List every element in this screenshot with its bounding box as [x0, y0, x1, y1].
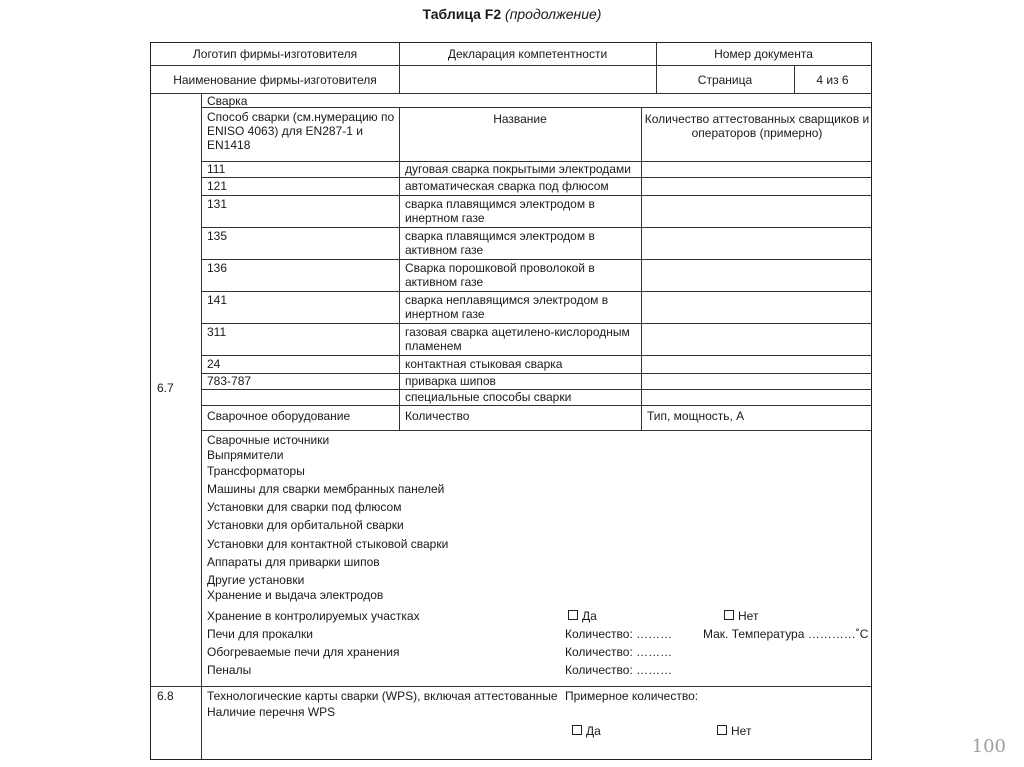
no-label: Нет: [738, 609, 759, 623]
storage-yes-option[interactable]: [568, 609, 597, 623]
section-heading: Сварка: [207, 94, 248, 108]
slide-page-number: 100: [971, 736, 1006, 757]
ovens-qty: Количество: ………: [565, 627, 673, 641]
equipment-item: Сварочные источники: [207, 433, 330, 447]
form-table: [150, 42, 872, 760]
header-doc-number: Номер документа: [714, 47, 813, 61]
table-title: [0, 6, 1024, 22]
equipment-item: Машины для сварки мембранных панелей: [207, 482, 445, 496]
storage-no-option[interactable]: [724, 609, 758, 623]
header-company-name: Наименование фирмы-изготовителя: [173, 73, 377, 87]
process-code: 311: [207, 325, 227, 339]
process-name: контактная стыковая сварка: [405, 357, 563, 371]
yes-label: Да: [586, 724, 601, 738]
process-name: сварка плавящимся электродом в инертном газе: [405, 197, 595, 225]
cases-label: Пеналы: [207, 663, 252, 677]
heated-ovens-qty: Количество: ………: [565, 645, 673, 659]
wps-yes-option[interactable]: [572, 724, 601, 738]
col-method-header: Способ сварки (см.нумерацию по ENISO 4063) для EN287-1 и EN1418: [207, 110, 395, 152]
process-code: 121: [207, 179, 228, 193]
process-code: 141: [207, 293, 228, 307]
equipment-item: Установки для сварки под флюсом: [207, 500, 402, 514]
equipment-qty-header: Количество: [405, 409, 470, 423]
process-code: 24: [207, 357, 221, 371]
process-name: приварка шипов: [405, 374, 496, 388]
process-name: дуговая сварка покрытыми электродами: [405, 162, 631, 176]
no-label: Нет: [731, 724, 752, 738]
storage-controlled-label: Хранение в контролируемых участках: [207, 609, 420, 623]
header-page-label: Страница: [697, 73, 753, 87]
checkbox-yes[interactable]: [572, 725, 582, 735]
col-count-header: Количество аттестованных сварщиков и операторов (примерно): [644, 112, 870, 140]
wps-approx-count: Примерное количество:: [565, 689, 699, 703]
process-name: газовая сварка ацетилено-кислородным пламенем: [405, 325, 630, 353]
equipment-item: Выпрямители: [207, 448, 284, 462]
header-declaration: Декларация компетентности: [447, 47, 608, 61]
checkbox-no[interactable]: [724, 610, 734, 620]
ovens-label: Печи для прокалки: [207, 627, 314, 641]
wps-no-option[interactable]: [717, 724, 751, 738]
yes-label: Да: [582, 609, 597, 623]
equipment-item: Установки для орбитальной сварки: [207, 518, 404, 532]
col-name-header: Название: [493, 112, 547, 126]
equipment-item: Другие установки: [207, 573, 305, 587]
header-page-value: 4 из 6: [816, 73, 849, 87]
process-code: 131: [207, 197, 228, 211]
equipment-item: Установки для контактной стыковой сварки: [207, 537, 449, 551]
process-code: 135: [207, 229, 228, 243]
heated-ovens-label: Обогреваемые печи для хранения: [207, 645, 400, 659]
equipment-type-header: Тип, мощность, А: [647, 409, 745, 423]
equipment-item: Хранение и выдача электродов: [207, 588, 384, 602]
process-name: автоматическая сварка под флюсом: [405, 179, 609, 193]
process-name: Сварка порошковой проволокой в активном газе: [405, 261, 595, 289]
section-number-6-8: 6.8: [157, 689, 174, 703]
wps-line1: Технологические карты сварки (WPS), включая аттестованные: [207, 689, 558, 703]
checkbox-no[interactable]: [717, 725, 727, 735]
process-name: сварка неплавящимся электродом в инертном газе: [405, 293, 609, 321]
equipment-label: Сварочное оборудование: [207, 409, 351, 423]
process-code: 136: [207, 261, 228, 275]
wps-line2: Наличие перечня WPS: [207, 705, 336, 719]
header-logo: Логотип фирмы-изготовителя: [192, 47, 358, 61]
ovens-max-temp: Мак. Температура …………˚С: [703, 627, 869, 641]
process-name: сварка плавящимся электродом в активном газе: [405, 229, 595, 257]
section-number-6-7: 6.7: [157, 381, 174, 395]
equipment-item: Трансформаторы: [207, 464, 305, 478]
equipment-item: Аппараты для приварки шипов: [207, 555, 380, 569]
checkbox-yes[interactable]: [568, 610, 578, 620]
process-code: 783-787: [207, 374, 252, 388]
title-main: Таблица F2: [422, 6, 502, 22]
process-code: 111: [207, 162, 226, 176]
cases-qty: Количество: ………: [565, 663, 673, 677]
title-sub: (продолжение): [505, 6, 602, 22]
process-name: специальные способы сварки: [405, 390, 572, 404]
